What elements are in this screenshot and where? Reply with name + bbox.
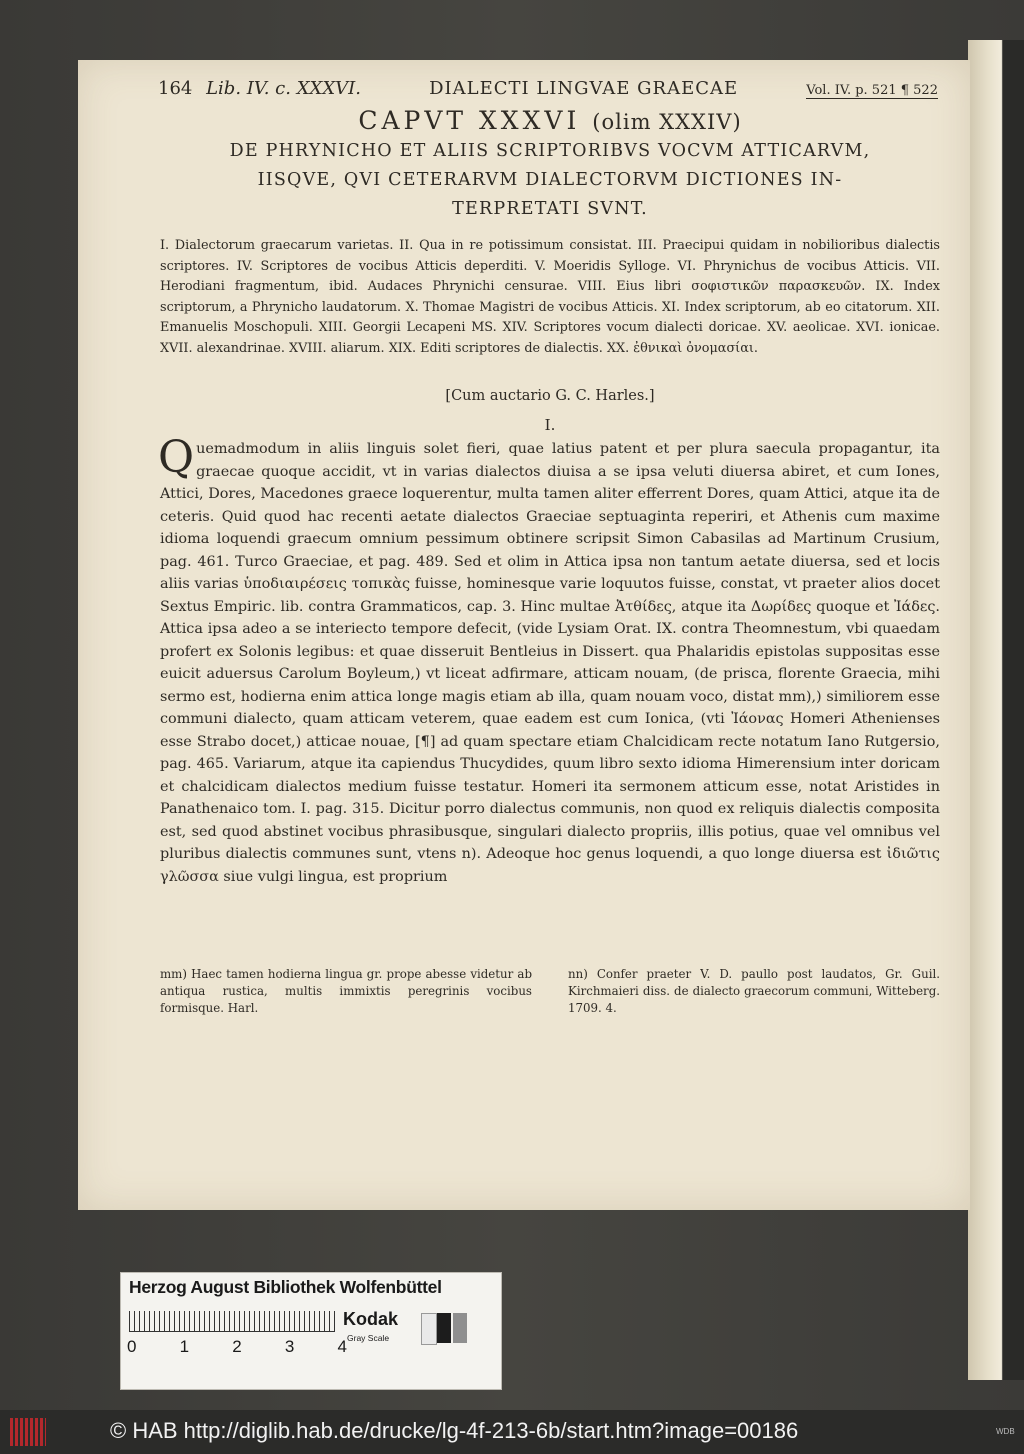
gray-swatch-mid <box>453 1313 467 1343</box>
chapter-heading <box>160 106 940 224</box>
subtitle-line: DE PHRYNICHO ET ALIIS SCRIPTORIBVS VOCVM ATTICARVM, <box>229 141 871 161</box>
chapter-summary: I. Dialectorum graecarum varietas. II. Qua in re potissimum consistat. III. Praecipui quidam in nobilioribus dialectis scriptores. IV. Scriptores de vocibus Atticis deperditi. V. Moeridis Sylloge. VI. Phrynichus de vocibus Atticis. VII. Herodiani fragmentum, ibid. Audaces Phrynichi censurae. VIII. Eius libri σοφιστικῶν παρασκευῶν. IX. Index scriptorum, a Phrynicho laudatorum. X. Thomae Magistri de vocibus Atticis. XI. Index scriptorum, ab eo citatorum. XII. Emanuelis Moschopuli. XIII. Georgii Lecapeni MS. XIV. Scriptores vocum dialecti doricae. XV. aeolicae. XVI. ionicae. XVII. alexandrinae. XVIII. aliarum. XIX. Editi scriptores de dialectis. XX. ἐθνικαὶ ὀνομασίαι. <box>160 238 940 356</box>
ruler-number: 1 <box>179 1337 190 1356</box>
subtitle-line: TERPRETATI SVNT. <box>452 199 648 219</box>
gray-swatch-black <box>437 1313 451 1343</box>
ruler-scale <box>129 1311 335 1332</box>
footer-bar <box>0 1410 1024 1454</box>
chapter-number: CAPVT XXXVI <box>358 106 581 135</box>
book-spine <box>968 40 1024 1380</box>
ruler-number: 2 <box>232 1337 242 1356</box>
chapter-olim: (olim XXXIV) <box>592 110 742 134</box>
footnotes <box>160 966 940 1017</box>
chapter-title <box>160 106 940 135</box>
ruler-number: 0 <box>127 1337 137 1356</box>
section-number: I. <box>544 416 556 434</box>
body-paragraph: uemadmodum in aliis linguis solet fieri, quae latius patent et per plura saecula propagantur, ita graecae quoque accidit, vt in varias dialectos diuisa a se ipsa veluti diuersa abiret, et cum Iones, Attici, Dores, Macedones graece loquerentur, multa tamen aliter efferrent Dores, quam Attici, atque ita de ceteris. Quid quod hac recenti aetate dialectos Graeciae septuaginta reperiri, et Athenis cum maxime idioma loquendi graecum omnium pessimum obtinere scripsit Simon Cabasilas ad Martinum Crusium, pag. 461. Turco Graeciae, et pag. 489. Sed et olim in Attica ipsa non tantum aetate diuersa, sed et locis aliis varias ὑποδιαιρέσεις τοπικὰς fuisse, hominesque varie loquutos fuisse, constat, vt praeter alios docet Sextus Empiric. lib. contra Grammaticos, cap. 3. Hinc multae Ἀτθίδες, atque ita Δωρίδες quoque et Ἰάδες. Attica ipsa adeo a se interiecto tempore defecit, (vide Lysiam Orat. IX. contra Theomnestum, vbi quaedam profert ex Solonis legibus: et quae disseruit Bentleius in Dissert. qua Phalaridis epistolas suppositas esse euicit aduersus Carolum Boyleum,) vt liceat adfirmare, atticam nouam, (de prisca, florente Graecia, mihi sermo est, hodierna enim attica longe magis etiam ab illa, quam nouam voco, distat mm),) similiorem esse communi dialecto, quam atticam veterem, quae eadem est cum Ionica, (vti Ἰάονας Homeri Athenienses esse Strabo docet,) atticae nouae, [¶] ad quam spectare etiam Chalcidicam recte notatum Iano Rutgersio, pag. 465. Variarum, atque ita capiendus Thucydides, quum libro sexto idioma Himerensium inter doricam et chalcidicam dialectos medium fuisse testatur. Homeri ita sermonem atticum esse, notat Aristides in Panathenaico tom. I. pag. 315. Dicitur porro dialectus communis, non quod ex reliquis dialectis composita est, sed quod abstinet vocibus phrasibusque, singulari dialecto propriis, illis potius, quae vel omnibus vel pluribus dialectis communes sunt, vtens n). Adeoque hoc genus loquendi, a quo longe diuersa est ἰδιῶτις γλῶσσα siue vulgi lingua, est proprium <box>160 441 940 885</box>
section-title: DIALECTI LINGVAE GRAECAE <box>429 78 739 99</box>
ruler-number: 4 <box>337 1337 347 1356</box>
footnote-nn: nn) Confer praeter V. D. paullo post laudatos, Gr. Guil. Kirchmaieri diss. de dialecto graecorum communi, Witteberg. 1709. 4. <box>568 967 940 1015</box>
subtitle-line: IISQVE, QVI CETERARVM DIALECTORVM DICTIONES IN- <box>257 170 843 190</box>
drop-cap: Q <box>158 432 195 483</box>
book-reference: Lib. IV. c. XXXVI. <box>206 78 361 99</box>
library-name: Herzog August Bibliothek Wolfenbüttel <box>129 1277 442 1297</box>
gray-scale-label: Gray Scale <box>347 1333 390 1343</box>
page-number: 164 <box>158 78 193 99</box>
body-text <box>158 432 940 888</box>
ruler-number: 3 <box>284 1337 295 1356</box>
ruler-numbers <box>127 1337 347 1357</box>
volume-reference: Vol. IV. p. 521 ¶ 522 <box>806 83 938 98</box>
chapter-subtitle <box>160 137 940 224</box>
gray-swatch-white <box>421 1313 437 1345</box>
kodak-logo: Kodak <box>343 1309 399 1329</box>
auctario-note: [Cum auctario G. C. Harles.] <box>445 388 655 404</box>
running-head <box>158 78 938 99</box>
footer-mark: WDB <box>996 1427 1015 1436</box>
footnote-mm: mm) Haec tamen hodierna lingua gr. prope abesse videtur ab antiqua rustica, multis immixtis peregrinis vocibus formisque. Harl. <box>160 967 532 1015</box>
calibration-card <box>120 1272 502 1390</box>
hab-logo-icon <box>10 1418 46 1446</box>
running-head-left <box>158 78 361 99</box>
copyright-url[interactable]: © HAB http://diglib.hab.de/drucke/lg-4f-213-6b/start.htm?image=00186 <box>110 1418 799 1443</box>
